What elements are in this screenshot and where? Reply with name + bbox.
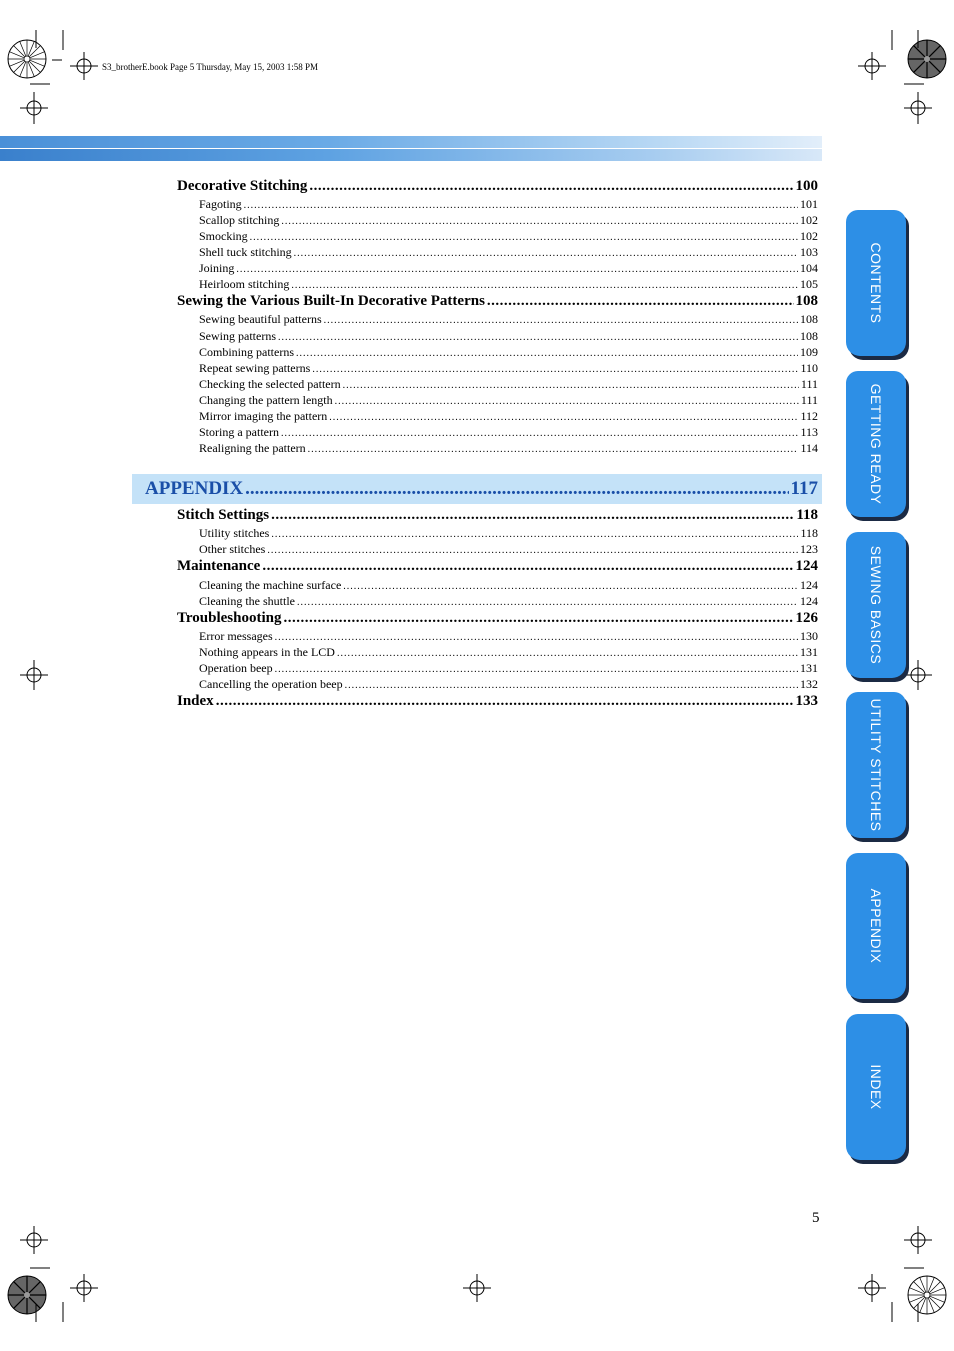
toc-entry-stitch-settings[interactable]: Stitch Settings ..... 118 <box>177 507 818 524</box>
tab-sewing-basics[interactable]: SEWING BASICS <box>846 532 906 678</box>
toc-subentry[interactable]: Fagoting ..... 101 <box>199 197 818 212</box>
tab-getting-ready[interactable]: GETTING READY <box>846 371 906 517</box>
tab-contents[interactable]: CONTENTS <box>846 210 906 356</box>
toc-chapter-appendix[interactable]: APPENDIX ..... 117 <box>145 478 818 500</box>
toc-subentry[interactable]: Combining patterns ..... 109 <box>199 345 818 360</box>
toc-entry-built-in-patterns[interactable]: Sewing the Various Built-In Decorative Patterns ..... 108 <box>177 293 818 310</box>
toc-subentry[interactable]: Nothing appears in the LCD ..... 131 <box>199 645 818 660</box>
toc-entry-decorative-stitching[interactable]: Decorative Stitching ..... 100 <box>177 178 818 195</box>
toc-subentry[interactable]: Realigning the pattern ..... 114 <box>199 441 818 456</box>
toc-subentry[interactable]: Smocking ..... 102 <box>199 229 818 244</box>
toc-subentry[interactable]: Cleaning the machine surface ..... 124 <box>199 578 818 593</box>
toc-entry-troubleshooting[interactable]: Troubleshooting ..... 126 <box>177 610 818 627</box>
toc-subentry[interactable]: Repeat sewing patterns ..... 110 <box>199 361 818 376</box>
toc-subentry[interactable]: Operation beep ..... 131 <box>199 661 818 676</box>
toc-subentry[interactable]: Utility stitches ..... 118 <box>199 526 818 541</box>
toc-subentry[interactable]: Error messages ..... 130 <box>199 629 818 644</box>
toc-subentry[interactable]: Heirloom stitching ..... 105 <box>199 277 818 292</box>
print-header: S3_brotherE.book Page 5 Thursday, May 15, 2003 1:58 PM <box>102 62 318 72</box>
toc-entry-maintenance[interactable]: Maintenance ..... 124 <box>177 558 818 575</box>
toc-subentry[interactable]: Mirror imaging the pattern ..... 112 <box>199 409 818 424</box>
tab-index[interactable]: INDEX <box>846 1014 906 1160</box>
toc-subentry[interactable]: Sewing beautiful patterns ..... 108 <box>199 312 818 327</box>
toc-entry-index[interactable]: Index ..... 133 <box>177 693 818 710</box>
toc-subentry[interactable]: Cancelling the operation beep ..... 132 <box>199 677 818 692</box>
toc-subentry[interactable]: Joining ..... 104 <box>199 261 818 276</box>
toc-subentry[interactable]: Checking the selected pattern ..... 111 <box>199 377 818 392</box>
toc-subentry[interactable]: Sewing patterns ..... 108 <box>199 329 818 344</box>
page-number: 5 <box>812 1210 820 1226</box>
tab-appendix[interactable]: APPENDIX <box>846 853 906 999</box>
toc-subentry[interactable]: Other stitches ..... 123 <box>199 542 818 557</box>
toc-subentry[interactable]: Scallop stitching ..... 102 <box>199 213 818 228</box>
toc-subentry[interactable]: Changing the pattern length ..... 111 <box>199 393 818 408</box>
toc-subentry[interactable]: Shell tuck stitching ..... 103 <box>199 245 818 260</box>
toc-subentry[interactable]: Storing a pattern ..... 113 <box>199 425 818 440</box>
toc-subentry[interactable]: Cleaning the shuttle ..... 124 <box>199 594 818 609</box>
tab-utility-stitches[interactable]: UTILITY STITCHES <box>846 692 906 838</box>
